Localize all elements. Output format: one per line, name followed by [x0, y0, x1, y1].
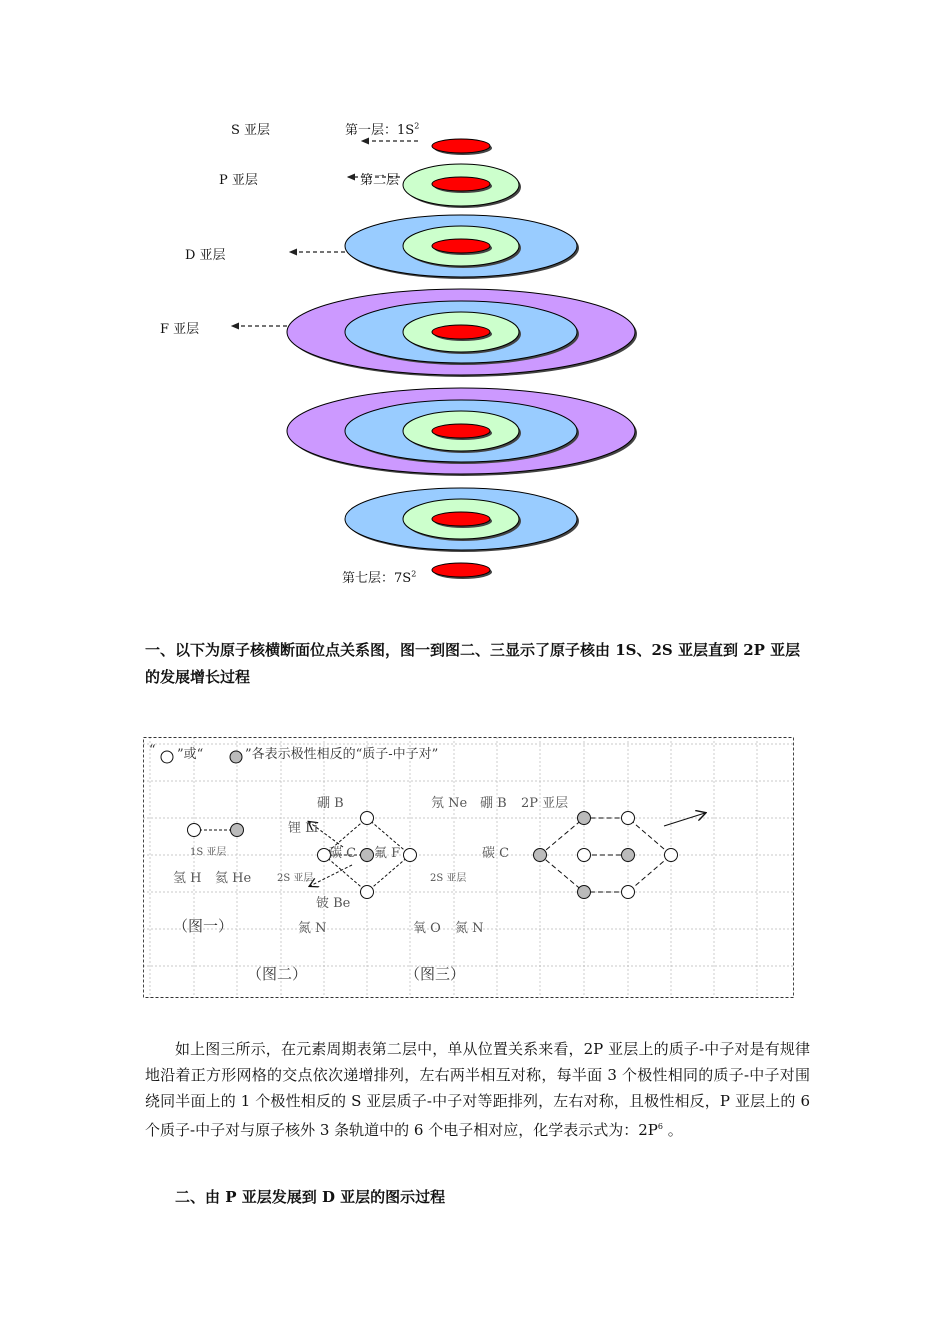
fig1-1s-sublayer: 1S 亚层: [190, 847, 227, 858]
fig1-he-node: [231, 824, 244, 837]
layer4-ellipses: [287, 289, 637, 377]
fig3-carbon: 碳 C: [482, 846, 510, 861]
legend-description: ”各表示极性相反的“质子-中子对”: [245, 747, 439, 762]
fig2-node-top: [361, 812, 374, 825]
fig3-nitrogen: 氮 N: [455, 921, 484, 936]
s-sublayer-label: S 亚层: [231, 123, 271, 138]
f-sublayer-label: F 亚层: [160, 322, 200, 337]
fig3-node-br: [622, 886, 635, 899]
layer6-ellipses: [345, 488, 579, 552]
fig2-node-right: [404, 849, 417, 862]
fig3-node-mr: [622, 849, 635, 862]
fig1-caption: （图一）: [173, 917, 234, 935]
fig3-node-tl: [578, 812, 591, 825]
layer1-ellipses: [432, 139, 492, 155]
fig3-oxygen: 氧 O: [413, 921, 441, 936]
fig3-node-right: [665, 849, 678, 862]
fig3-2p-sublayer: 2P 亚层: [521, 796, 569, 811]
layer3-ellipses: [345, 215, 579, 279]
legend-quote-open: “: [149, 743, 156, 758]
fig3-node-tr: [622, 812, 635, 825]
fig1-helium: 氦 He: [215, 871, 252, 886]
explanation-paragraph: 如上图三所示，在元素周期表第二层中，单从位置关系来看，2P 亚层上的质子-中子对是有规律地沿着正方形网格的交点依次递增排列，左右两半相互对称，每半面 3 个极性相同的质子-中子对围绕同半面上的 1 个极性相反的 S 亚层质子-中子对等距排列，左右对称，且极性相反，P 亚层上的 6 个质子-中子对与原子核外 3 条轨道中的 6 个电子相对应，化学表示式为：$2P^6$ 。: [145, 1040, 810, 1139]
fig2-boron: 硼 B: [317, 796, 344, 811]
fig2-carbon: 碳 C: [329, 846, 357, 861]
fig3-node-ml: [578, 849, 591, 862]
fig2-2s-sublayer: 2S 亚层: [277, 873, 314, 884]
fig3-2s-sublayer: 2S 亚层: [430, 873, 467, 884]
fig2-node-bottom: [361, 886, 374, 899]
fig2-fluorine: 氟 F: [374, 846, 401, 861]
fig2-lithium: 锂 Li: [288, 821, 318, 836]
fig1-h-node: [188, 824, 201, 837]
p-sublayer-label: P 亚层: [219, 173, 258, 188]
fig2-caption: （图二）: [247, 965, 308, 983]
layer7-ellipses: [432, 563, 492, 579]
fig3-caption: （图三）: [405, 965, 466, 983]
fig3-node-left: [534, 849, 547, 862]
sublayer-stack-diagram: [0, 0, 950, 600]
fig2-node-center: [361, 849, 374, 862]
legend-open-circle: [161, 751, 173, 763]
legend-or: ”或“: [177, 747, 204, 762]
d-sublayer-label: D 亚层: [185, 248, 226, 263]
fig2-nitrogen: 氮 N: [298, 921, 327, 936]
layer2-label: 第二层: [360, 173, 400, 188]
grid-figure: [143, 737, 794, 998]
layer2-ellipses: [403, 164, 521, 208]
fig2-beryllium: 铍 Be: [316, 896, 351, 911]
layer1-label: 第一层：$1S^2$: [345, 121, 420, 138]
fig3-neon: 氖 Ne: [431, 796, 468, 811]
fig1-hydrogen: 氢 H: [173, 871, 202, 886]
layer7-label: 第七层：$7S^2$: [342, 569, 417, 586]
fig3-node-bl: [578, 886, 591, 899]
legend-filled-circle: [230, 751, 242, 763]
section2-heading: 二、由 P 亚层发展到 D 亚层的图示过程: [175, 1188, 446, 1206]
fig3-boron: 硼 B: [480, 796, 507, 811]
section1-heading: 一、以下为原子核横断面位点关系图，图一到图二、三显示了原子核由 1S、2S 亚层直到 2P 亚层的发展增长过程: [145, 641, 801, 686]
layer5-ellipses: [287, 388, 637, 476]
